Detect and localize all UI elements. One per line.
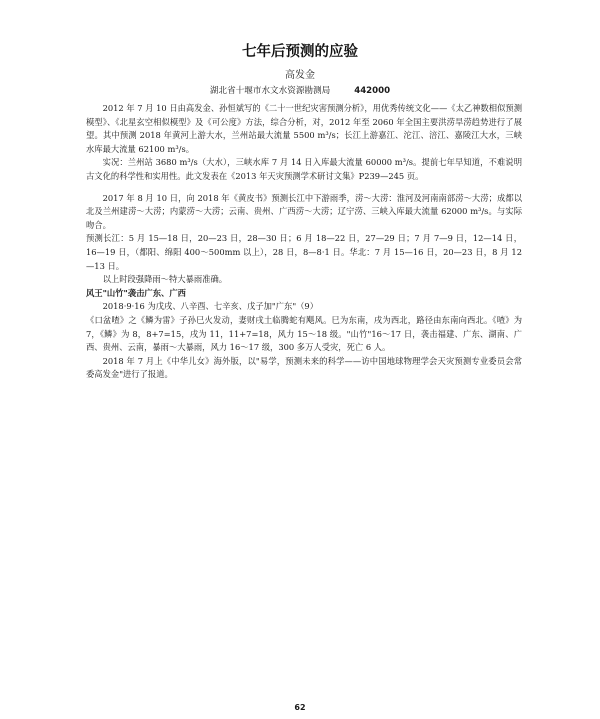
paragraph-forecast-dates: 预测长江：5 月 15—18 日，20—23 日，28—30 日；6 月 18—22 日，27—29 日；7 月 7—9 日，12—14 日，16—19 日，（都阳、绵阳 400～500mm 以上），28 日，8—8·1 日。华北：7 月 15—16 日，20—23 日，8 月 12—13 日。	[86, 233, 522, 271]
author-affiliation	[0, 84, 600, 96]
page-number: 62	[294, 703, 306, 712]
section-heading-typhoon: 风王"山竹"袭击广东、广西	[86, 287, 186, 298]
affiliation-name: 湖北省十堰市水文水资源勘测局	[209, 86, 331, 96]
paragraph-accuracy: 以上时段强降雨～特大暴雨准确。	[102, 274, 228, 285]
paragraph-typhoon-date: 2018·9·16 为戊戌、八辛酉、七辛亥、戊子加"广东"（9）	[102, 301, 319, 312]
paragraph-typhoon-analysis: 《口盆喳》之《鳞为雷》子孙巳火发动，妻财戌土临腾蛇有飓风。巳为东南，戌为西北，路径由东南向西北。《喳》为 7，《鳞》为 8，8+7=15，戌为 11，11+7=18，风力 15～18 级。"山竹"16～17 日，袭击福建、广东、湖南、广西、贵州、云南，暴雨～大暴雨，风力 16～17 级，300 多万人受灾，死亡 6 人。	[86, 314, 522, 353]
author-name: 高发金	[285, 70, 315, 81]
article-title: 七年后预测的应验	[242, 44, 358, 60]
paragraph-2018-forecast: 2017 年 8 月 10 日，向 2018 年《黄皮书》预测长江中下游雨季，涝～大涝：淮河及河南南部涝～大涝；成都以北及兰州建涝～大涝；内蒙涝～大涝；云南、贵州、广西涝～大涝；辽宁涝、三峡入库最大流量 62000 m³/s。与实际吻合。	[86, 192, 522, 230]
postal-code: 442000	[354, 86, 391, 96]
paragraph-prediction: 2012 年 7 月 10 日由高发金、孙恒斌写的《二十一世纪灾害预测分析》，用优秀传统文化——《太乙神数相似预测模型》、《北星玄空相似模型》及《可公度》方法，综合分析，对，2012 年至 2060 年全国主要洪涝旱涝趋势进行了展望。其中预测 2018 年黄河上游大水，兰州站最大流量 5500 m³/s；长江上游嘉江、沱江、涪江、嘉陵江大水，三峡水库最大流量 62100 m³/s。	[86, 103, 522, 154]
paragraph-actual: 实况：兰州站 3680 m³/s（大水），三峡水库 7 月 14 日入库最大流量 60000 m³/s。提前七年早知道，不难说明古文化的科学性和实用性。此文发表在《2013 年天灾预测学术研讨文集》P239—245 页。	[86, 157, 522, 181]
paragraph-media-report: 2018 年 7 月上《中华儿女》海外版，以"易学，预测未来的科学——访中国地球物理学会天灾预测专业委员会常委高发金"进行了报道。	[86, 355, 522, 380]
article-body	[86, 102, 522, 382]
